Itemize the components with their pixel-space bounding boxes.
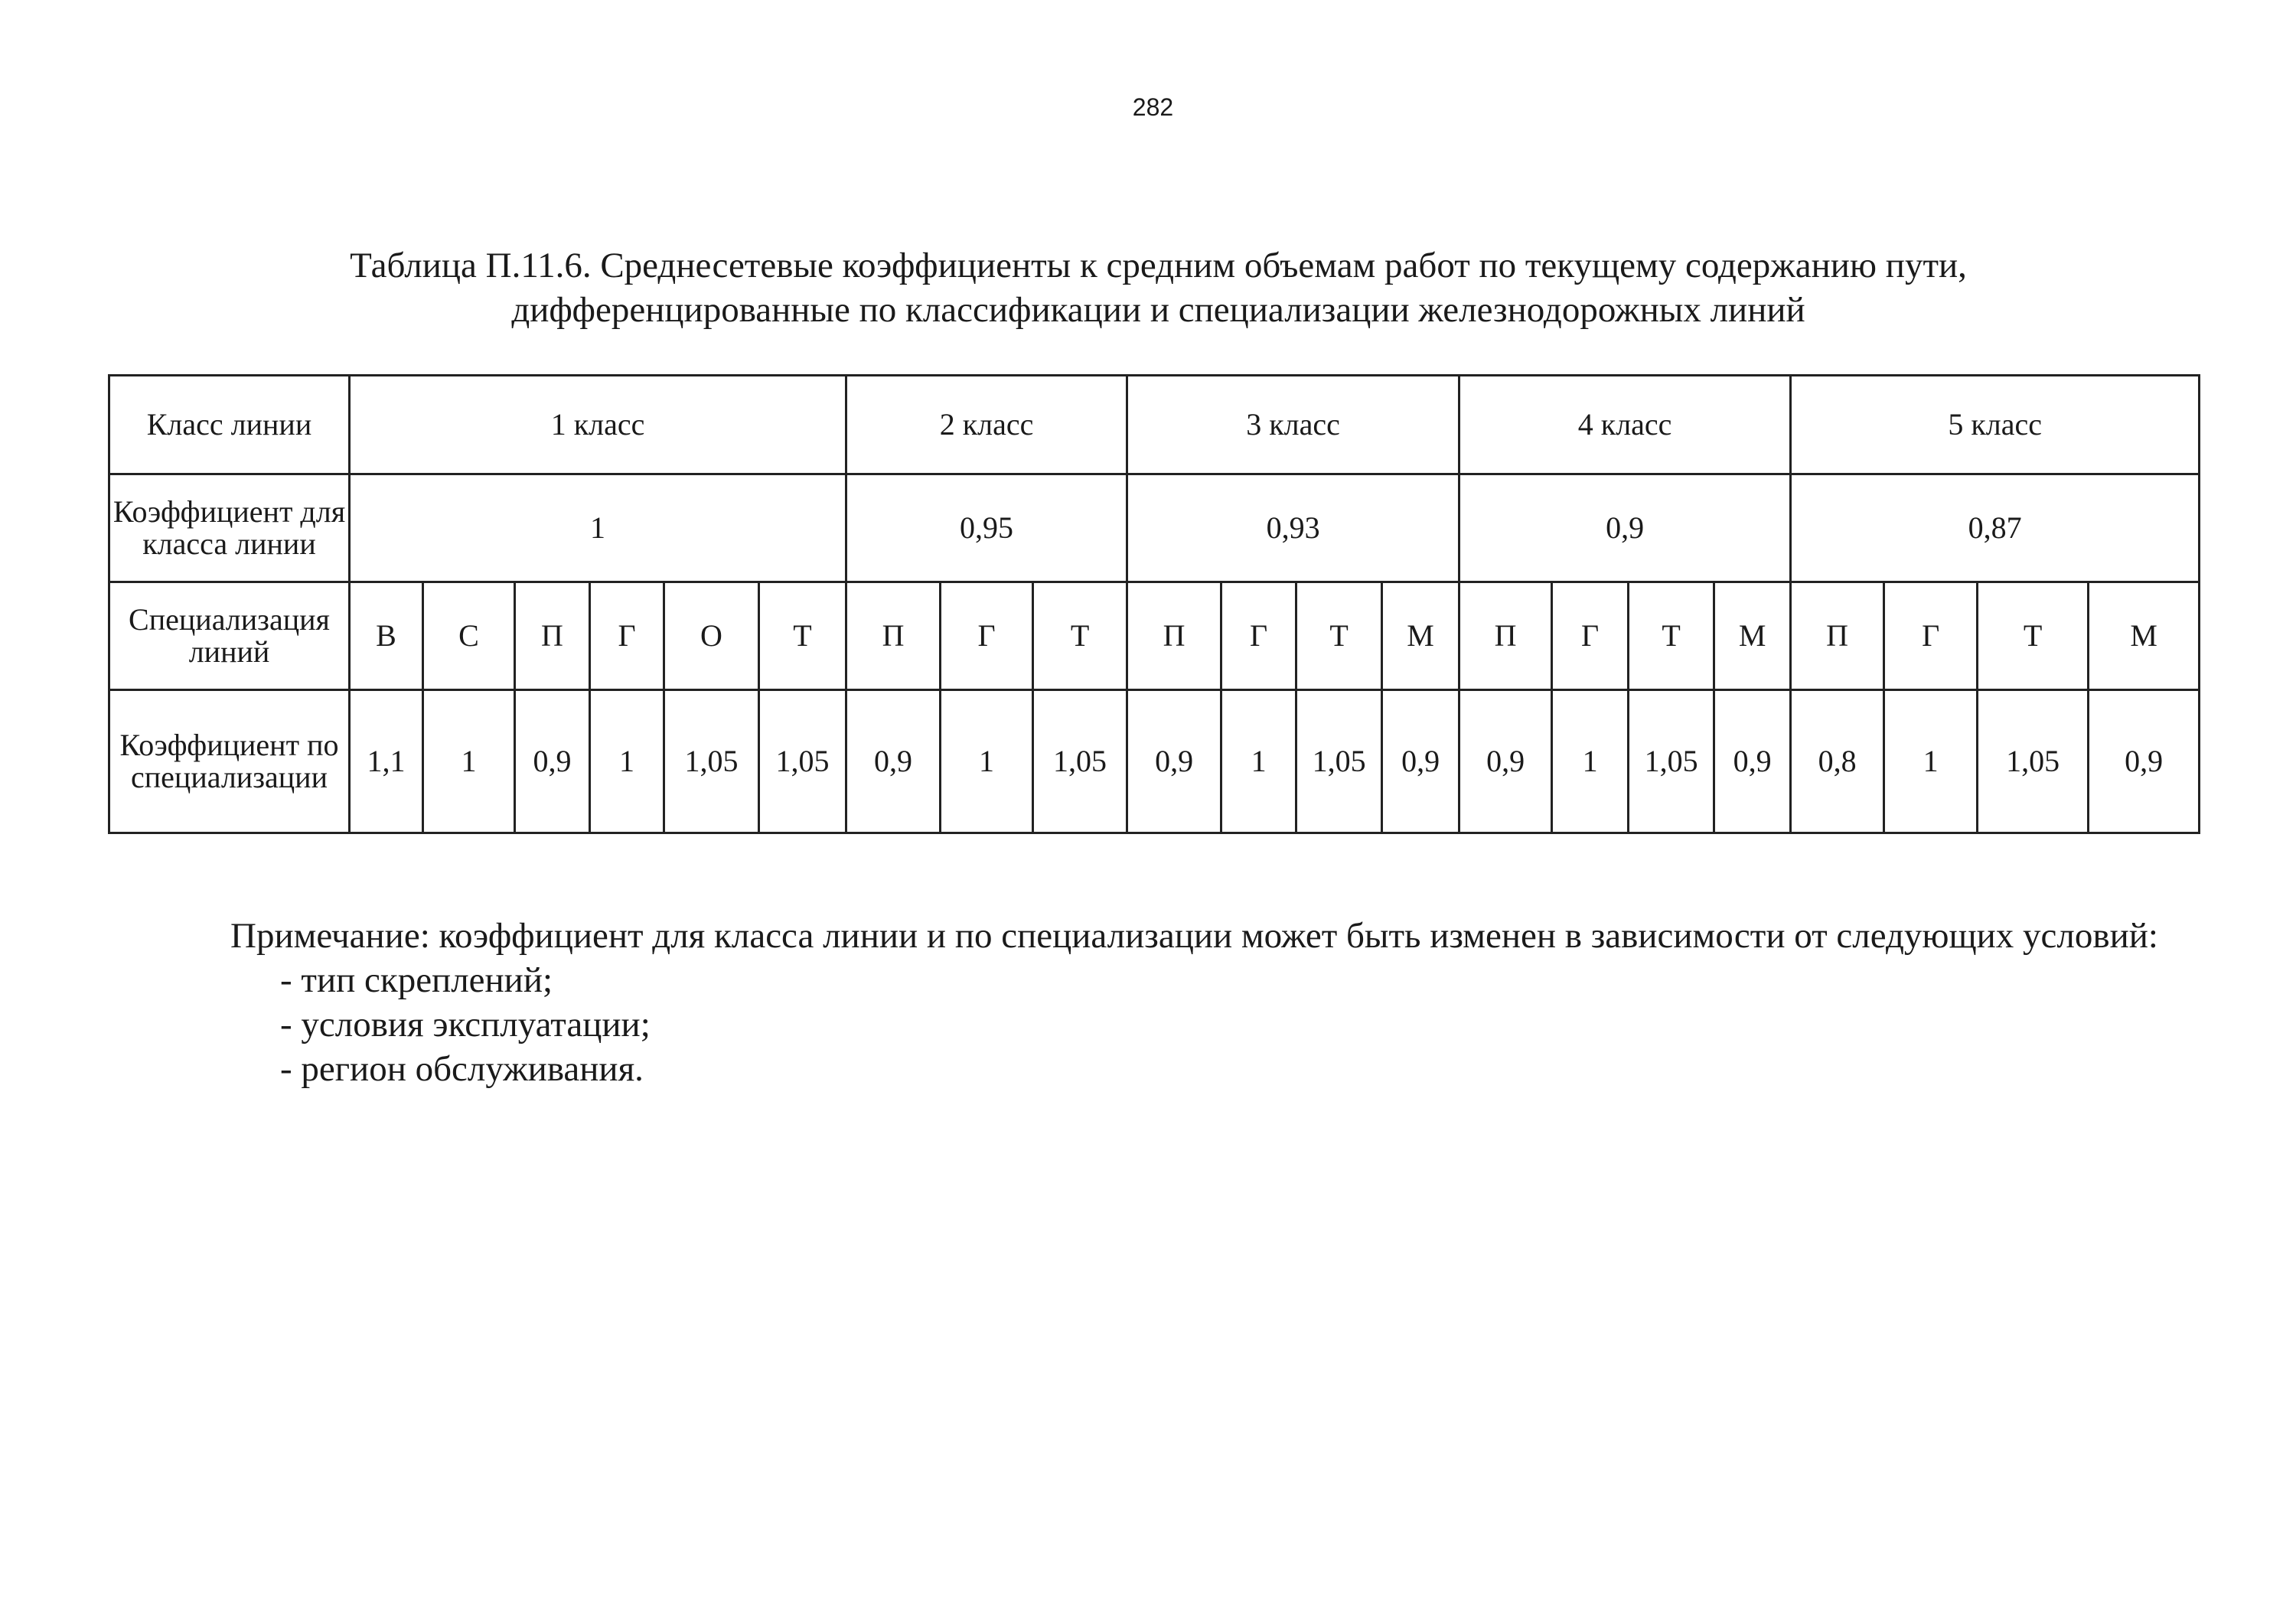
spec-coefficient-cell: 1,05 [1296, 690, 1382, 833]
note-text: Примечание: коэффициент для класса линии и по специализации может быть изменен в зависимости от следующих условий: [230, 916, 2158, 956]
spec-coefficient-cell: 1 [590, 690, 664, 833]
specialization-cell: О [664, 582, 759, 690]
spec-coefficient-cell: 0,9 [1459, 690, 1552, 833]
row-line-class [109, 376, 2200, 474]
spec-coefficient-cell: 1,05 [1629, 690, 1714, 833]
note-item: - тип скреплений; [280, 960, 553, 1000]
specialization-cell: Г [1221, 582, 1296, 690]
spec-coefficient-cell: 0,8 [1791, 690, 1884, 833]
specialization-cell: П [515, 582, 590, 690]
spec-coefficient-cell: 1,1 [350, 690, 423, 833]
spec-coefficient-cell: 0,9 [515, 690, 590, 833]
row-spec-coefficient [109, 690, 2200, 833]
note-item: - условия эксплуатации; [280, 1005, 651, 1045]
row-label-specialization: Специализация линий [109, 582, 350, 690]
spec-coefficient-cell: 1 [423, 690, 515, 833]
coefficients-table [108, 374, 2200, 834]
spec-coefficient-cell: 1,05 [759, 690, 846, 833]
specialization-cell: Т [1296, 582, 1382, 690]
specialization-cell: С [423, 582, 515, 690]
spec-coefficient-cell: 1 [1221, 690, 1296, 833]
spec-coefficient-cell: 0,9 [1382, 690, 1459, 833]
specialization-cell: Т [1629, 582, 1714, 690]
spec-coefficient-cell: 1 [1552, 690, 1629, 833]
class-coefficient-cell: 0,93 [1127, 474, 1459, 582]
class-coefficient-cell: 1 [350, 474, 846, 582]
spec-coefficient-cell: 0,9 [1127, 690, 1221, 833]
row-class-coefficient [109, 474, 2200, 582]
specialization-cell: П [846, 582, 941, 690]
spec-coefficient-cell: 1 [1884, 690, 1978, 833]
specialization-cell: М [1382, 582, 1459, 690]
specialization-cell: М [1714, 582, 1791, 690]
spec-coefficient-cell: 0,9 [1714, 690, 1791, 833]
specialization-cell: Г [1552, 582, 1629, 690]
spec-coefficient-cell: 1,05 [1978, 690, 2089, 833]
class-coefficient-cell: 0,95 [846, 474, 1127, 582]
note-item: - регион обслуживания. [280, 1049, 644, 1089]
spec-coefficient-cell: 1,05 [664, 690, 759, 833]
note-list [135, 958, 2170, 1091]
class-name-cell: 1 класс [350, 376, 846, 474]
spec-coefficient-cell: 1 [941, 690, 1033, 833]
class-name-cell: 5 класс [1791, 376, 2200, 474]
specialization-cell: П [1791, 582, 1884, 690]
specialization-cell: Г [590, 582, 664, 690]
specialization-cell: П [1127, 582, 1221, 690]
spec-coefficient-cell: 0,9 [846, 690, 941, 833]
class-name-cell: 2 класс [846, 376, 1127, 474]
page-number: 282 [1132, 93, 1174, 121]
specialization-cell: Г [1884, 582, 1978, 690]
specialization-cell: В [350, 582, 423, 690]
class-name-cell: 3 класс [1127, 376, 1459, 474]
specialization-cell: П [1459, 582, 1552, 690]
specialization-cell: Г [941, 582, 1033, 690]
row-label-class-coefficient: Коэффициент для класса линии [109, 474, 350, 582]
specialization-cell: Т [759, 582, 846, 690]
spec-coefficient-cell: 0,9 [2089, 690, 2200, 833]
class-coefficient-cell: 0,87 [1791, 474, 2200, 582]
class-name-cell: 4 класс [1459, 376, 1791, 474]
row-label-spec-coefficient: Коэффициент по специализации [109, 690, 350, 833]
specialization-cell: Т [1033, 582, 1127, 690]
specialization-cell: М [2089, 582, 2200, 690]
note-section [135, 914, 2170, 1091]
table-title [138, 243, 2179, 332]
table-title-line-1: Таблица П.11.6. Среднесетевые коэффициенты к средним объемам работ по текущему содержанию пути, [350, 246, 1967, 285]
table-title-line-2: дифференцированные по классификации и специализации железнодорожных линий [511, 290, 1805, 330]
row-specialization [109, 582, 2200, 690]
specialization-cell: Т [1978, 582, 2089, 690]
spec-coefficient-cell: 1,05 [1033, 690, 1127, 833]
row-label-line-class: Класс линии [109, 376, 350, 474]
class-coefficient-cell: 0,9 [1459, 474, 1791, 582]
